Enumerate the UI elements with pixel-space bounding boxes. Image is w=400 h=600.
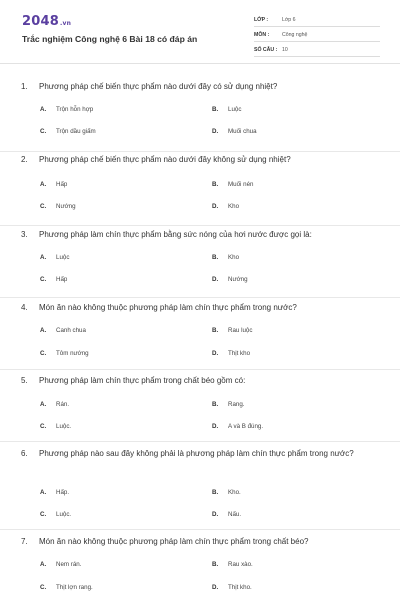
meta-key: MÔN : [254, 31, 270, 38]
question-number: 5. [21, 376, 28, 385]
question-body: Phương pháp chế biến thực phẩm nào dưới đây không sử dụng nhiệt? [39, 155, 291, 164]
option-letter: D. [212, 583, 219, 591]
option-letter: A. [40, 180, 47, 188]
option-letter: C. [40, 510, 47, 518]
option-text: Hấp [56, 275, 68, 283]
option-d[interactable] [212, 509, 241, 519]
question-body: Phương pháp làm chín thực phẩm trong chất béo gồm có: [39, 376, 246, 385]
option-b[interactable] [212, 252, 239, 262]
option-letter: A. [40, 105, 47, 113]
option-letter: B. [212, 560, 219, 568]
question-6 [0, 442, 400, 530]
option-b[interactable] [212, 179, 253, 189]
option-text: Thịt kho [228, 349, 251, 357]
meta-value: Công nghệ [282, 31, 308, 38]
question-body: Phương pháp làm chín thực phẩm bằng sức nóng của hơi nước được gọi là: [39, 230, 312, 239]
question-body: Phương pháp nào sau đây không phải là phương pháp làm chín thực phẩm trong nước? [39, 449, 354, 458]
logo-text: 2048 [22, 14, 59, 29]
option-letter: B. [212, 180, 219, 188]
meta-value: Lớp 6 [282, 16, 296, 23]
option-d[interactable] [212, 201, 239, 211]
option-a[interactable] [40, 487, 69, 497]
option-a[interactable] [40, 399, 69, 409]
option-a[interactable] [40, 179, 67, 189]
option-text: Nem rán. [56, 560, 82, 568]
option-text: Rau luộc [228, 326, 253, 334]
meta-row-class [254, 13, 380, 27]
option-text: Rang. [228, 400, 245, 408]
option-text: Nấu. [228, 510, 242, 518]
option-text: Nướng [228, 275, 248, 283]
option-text: Kho [228, 202, 240, 210]
option-text: Thịt kho. [228, 583, 252, 591]
option-c[interactable] [40, 421, 71, 431]
meta-value: 10 [282, 46, 288, 53]
option-b[interactable] [212, 325, 252, 335]
option-d[interactable] [212, 126, 257, 136]
option-letter: B. [212, 253, 219, 261]
option-d[interactable] [212, 274, 248, 284]
option-letter: D. [212, 422, 219, 430]
question-body: Món ăn nào không thuộc phương pháp làm chín thực phẩm trong nước? [39, 303, 297, 312]
option-a[interactable] [40, 252, 69, 262]
option-letter: B. [212, 488, 219, 496]
question-number: 1. [21, 82, 28, 91]
option-letter: C. [40, 422, 47, 430]
option-c[interactable] [40, 509, 71, 519]
question-body: Phương pháp chế biến thực phẩm nào dưới đây có sử dụng nhiệt? [39, 82, 278, 91]
option-letter: D. [212, 202, 219, 210]
option-letter: A. [40, 253, 47, 261]
option-letter: C. [40, 349, 47, 357]
option-d[interactable] [212, 348, 250, 358]
option-letter: C. [40, 202, 47, 210]
option-letter: A. [40, 400, 47, 408]
question-number: 3. [21, 230, 28, 239]
meta-info [254, 13, 380, 57]
option-letter: C. [40, 583, 47, 591]
question-3 [0, 226, 400, 298]
option-letter: C. [40, 127, 47, 135]
question-4 [0, 298, 400, 370]
question-2 [0, 152, 400, 226]
question-1 [0, 80, 400, 152]
option-text: Muối nén [228, 180, 254, 188]
option-text: Luộc [56, 253, 70, 261]
option-b[interactable] [212, 559, 253, 569]
option-b[interactable] [212, 399, 245, 409]
option-b[interactable] [212, 487, 241, 497]
option-text: Hấp. [56, 488, 70, 496]
meta-key: LỚP : [254, 16, 269, 23]
option-text: Trộn hỗn hợp [56, 105, 94, 113]
option-text: Kho [228, 253, 240, 261]
option-text: Thịt lợn rang. [56, 583, 93, 591]
option-text: Kho. [228, 488, 241, 496]
option-letter: A. [40, 488, 47, 496]
option-letter: B. [212, 400, 219, 408]
option-letter: B. [212, 326, 219, 334]
option-c[interactable] [40, 126, 96, 136]
option-c[interactable] [40, 582, 93, 592]
option-a[interactable] [40, 559, 81, 569]
question-text [21, 374, 376, 388]
option-b[interactable] [212, 104, 241, 114]
question-text [21, 447, 376, 461]
option-text: Luộc [228, 105, 242, 113]
option-letter: A. [40, 560, 47, 568]
option-text: Luộc. [56, 422, 72, 430]
question-number: 7. [21, 537, 28, 546]
option-text: Rán. [56, 400, 70, 408]
question-text [21, 228, 376, 242]
option-letter: B. [212, 105, 219, 113]
option-a[interactable] [40, 325, 86, 335]
option-text: Tôm nướng [56, 349, 89, 357]
option-text: Canh chua [56, 326, 86, 334]
meta-row-count [254, 43, 380, 57]
option-text: A và B đúng. [228, 422, 264, 430]
question-number: 6. [21, 449, 28, 458]
option-text: Rau xào. [228, 560, 253, 568]
option-c[interactable] [40, 348, 89, 358]
option-a[interactable] [40, 104, 93, 114]
question-number: 4. [21, 303, 28, 312]
document-title: Trắc nghiệm Công nghệ 6 Bài 18 có đáp án [22, 34, 198, 44]
meta-row-subject [254, 28, 380, 42]
option-letter: D. [212, 349, 219, 357]
option-text: Hấp [56, 180, 68, 188]
question-text [21, 301, 376, 315]
question-5 [0, 370, 400, 442]
question-text [21, 80, 376, 94]
question-text [21, 535, 376, 549]
option-letter: C. [40, 275, 47, 283]
question-number: 2. [21, 155, 28, 164]
option-text: Muối chua [228, 127, 257, 135]
site-logo[interactable] [22, 14, 71, 29]
option-letter: D. [212, 510, 219, 518]
option-text: Trộn dầu giấm [56, 127, 96, 135]
option-text: Nướng [56, 202, 76, 210]
question-body: Món ăn nào không thuộc phương pháp làm chín thực phẩm trong chất béo? [39, 537, 309, 546]
option-c[interactable] [40, 274, 67, 284]
page-header [0, 0, 400, 64]
question-7 [0, 530, 400, 600]
option-d[interactable] [212, 421, 263, 431]
option-d[interactable] [212, 582, 252, 592]
meta-key: SỐ CÂU : [254, 46, 278, 53]
logo-suffix: .vn [59, 20, 72, 27]
question-text [21, 153, 376, 167]
option-letter: D. [212, 275, 219, 283]
option-c[interactable] [40, 201, 76, 211]
option-letter: A. [40, 326, 47, 334]
option-letter: D. [212, 127, 219, 135]
option-text: Luộc. [56, 510, 72, 518]
